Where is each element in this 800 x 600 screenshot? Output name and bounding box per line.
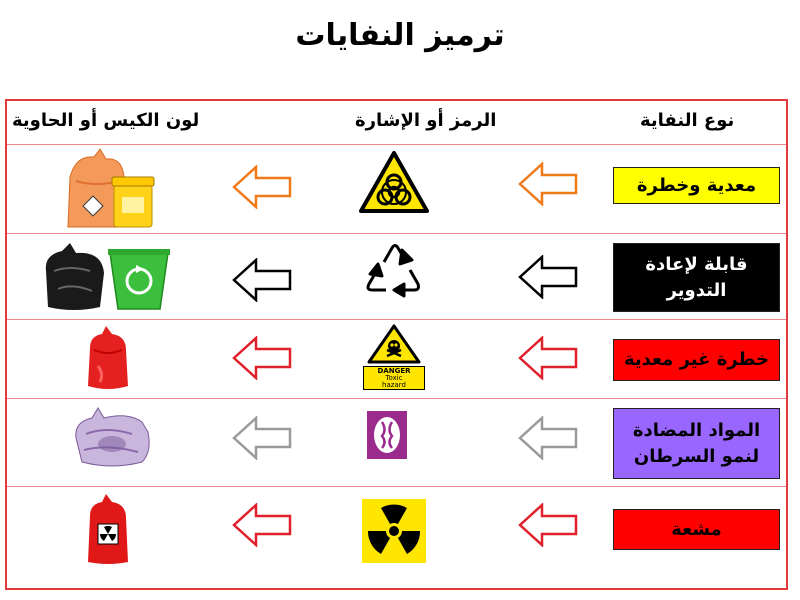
danger-sign-line3: hazard: [382, 381, 406, 389]
arrow-left-icon: [232, 503, 292, 547]
arrow-left-icon: [518, 416, 578, 460]
arrow-left-icon: [232, 165, 292, 209]
arrow-left-icon: [518, 255, 578, 299]
radiation-icon: [361, 498, 427, 564]
header-symbol: الرمز أو الإشارة: [355, 110, 497, 131]
arrow-left-icon: [232, 258, 292, 302]
row-divider: [7, 233, 786, 234]
header-bag-color: لون الكيس أو الحاوية: [12, 110, 200, 131]
arrow-left-icon: [518, 336, 578, 380]
page-title: ترميز النفايات: [295, 18, 505, 53]
arrow-left-icon: [518, 503, 578, 547]
biohazard-icon: [358, 150, 430, 214]
row-divider: [7, 319, 786, 320]
black-bag-and-green-bin-image: [40, 241, 174, 313]
row-divider: [7, 144, 786, 145]
arrow-left-icon: [232, 416, 292, 460]
toxic-danger-sign: [361, 324, 427, 390]
recycle-icon: [362, 238, 428, 300]
waste-type-hazardous-non-infectious: خطرة غير معدية: [613, 339, 780, 381]
purple-bag-image: [72, 404, 152, 468]
row-divider: [7, 486, 786, 487]
cytotoxic-icon: [366, 410, 408, 460]
arrow-left-icon: [232, 336, 292, 380]
red-bag-image: [84, 326, 132, 390]
waste-type-infectious: معدية وخطرة: [613, 167, 780, 204]
waste-type-cytotoxic: المواد المضادة لنمو السرطان: [613, 408, 780, 479]
arrow-left-icon: [518, 162, 578, 206]
danger-sign-line1: DANGER: [377, 367, 411, 375]
toxic-skull-icon: [361, 324, 427, 364]
red-radioactive-bag-image: [84, 494, 132, 566]
row-divider: [7, 398, 786, 399]
orange-bag-and-yellow-bin-image: [66, 147, 160, 231]
waste-type-radioactive: مشعة: [613, 509, 780, 550]
danger-sign-line2: Toxic: [385, 374, 403, 382]
waste-type-recyclable: قابلة لإعادة التدوير: [613, 243, 780, 312]
danger-sign-text: [363, 366, 425, 390]
header-waste-type: نوع النفاية: [640, 110, 735, 131]
